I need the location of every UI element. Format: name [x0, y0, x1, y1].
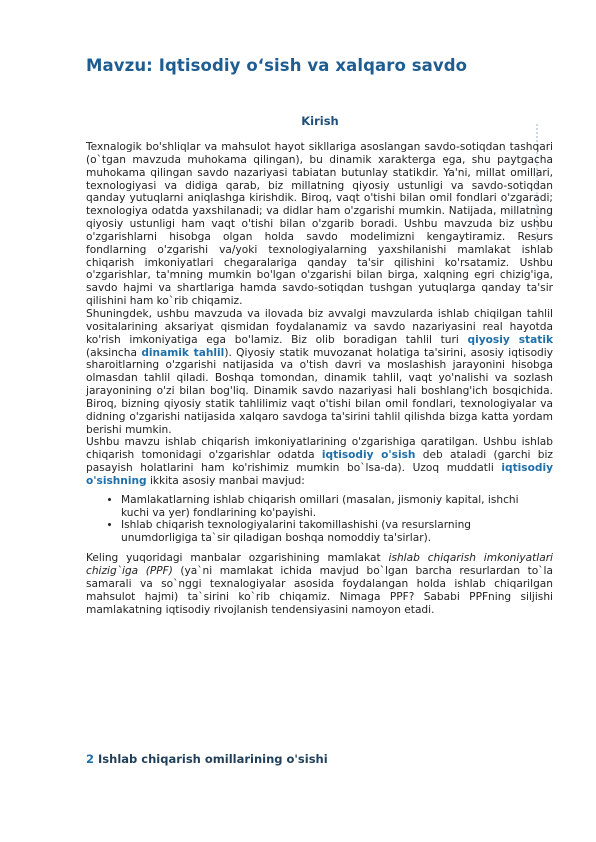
paragraph-4-text-b: (ya`ni mamlakat ichida mavjud bo`lgan barcha resurlardan to`la samarali va so`nggi texnalogiyalar asosida foydalangan holda ishlab chiqarilgan mahsulot hajmi) ta`sirini ko`rib chiqamiz. Nimaga PPF? Sababi PPFning siljishi mamlakatning iqtisodiy rivojlanish tendensiyasini namoyon etadi.: [86, 565, 553, 616]
keyword-iqtisodiy-osish: iqtisodiy o'sish: [321, 449, 416, 462]
paragraph-1: Texnalogik bo'shliqlar va mahsulot hayot sikllariga asoslangan savdo-sotiqdan tashqari (o`tgan mavzuda muhokama qilingan), bu dinamik xarakterga ega, shu paytgacha muhokama qilingan savdo nazariyasi tabiatan butunlay statikdir. Ya'ni, millat omillari, texnologiyasi va didiga qarab, biz millatning qiyosiy ustunligi va savdo-sotiqdan qanday yutuqlarni aniqlashga kirishdik. Biroq, vaqt o'tishi bilan omil fondlari o'zgaradi; texnologiya odatda yaxshilanadi; va didlar ham o'zgarishi mumkin. Natijada, millatning qiyosiy ustunligi ham vaqt o'tishi bilan o'zgarib boradi. Ushbu mavzuda biz ushbu o'zgarishlarni hisobga olgan holda savdo modelimizni kengaytiramiz. Resurs fondlarning o'zgarishi va/yoki texnologiyalarning yaxshilanishi mamlakat ishlab chiqarish imkoniyatlari chegaralariga qanday ta'sir qilishini ko'rsatamiz. Ushbu o'zgarishlar, ta'mning mumkin bo'lgan o'zgarishi bilan birga, xalqning egri chizig'iga, savdo hajmi va shartlariga hamda savdo-sotiqdan tushgan yutuqlarga qanday ta'sir qilishini ham ko`rib chiqamiz.: [86, 141, 553, 308]
paragraph-4-text-a: Keling yuqoridagi manbalar ozgarishining mamlakat: [86, 552, 389, 565]
list-item: • Ishlab chiqarish texnologiyalarini takomillashishi (va resurslarning unumdorligiga ta`sir qiladigan boshqa nomoddiy ta'sirlar).: [121, 519, 553, 545]
section-heading-2: [86, 752, 328, 766]
section-number: 2: [86, 752, 95, 766]
paragraph-3-text-a: Ushbu mavzu ishlab chiqarish imkoniyatlarining o'zgarishiga qaratilgan. Ushbu ishlab chiqarish tomonidagi o'zgarishlar odatda: [86, 436, 553, 462]
paragraph-3-text-b: deb ataladi (garchi biz pasayish holatlarini ham ko'rishimiz mumkin bo`lsa-da). Uzoq muddatli: [86, 449, 553, 475]
section-heading-intro: Kirish: [301, 114, 339, 128]
keyword-dinamik-tahlil: dinamik tahlil: [141, 346, 225, 359]
sources-list: [86, 494, 553, 545]
document-body: [86, 141, 553, 616]
section-title: Ishlab chiqarish omillarining o'sishi: [98, 752, 328, 766]
paragraph-4: [86, 552, 553, 616]
paragraph-4-emphasis: ishlab chiqarish imkoniyatlari chizig`iga (PPF): [86, 552, 553, 577]
keyword-qiyosiy-statik: qiyosiy statik: [467, 333, 553, 346]
paragraph-2-text-b: (aksincha: [86, 346, 142, 359]
paragraph-2: [86, 308, 553, 436]
paragraph-2-text-c: ). Qiyosiy statik muvozanat holatiga ta'sirini, asosiy iqtisodiy sharoitlarning o'zgarishi natijasida va o'tish davri va moslashish jarayonini hisobga olmasdan tahlil qiladi. Boshqa tomondan, dinamik tahlil, vaqt yo'nalishi va sozlash jarayonining o'zi bilan bog'liq. Dinamik savdo nazariyasi hali boshlang'ich bosqichida. Biroq, bizning qiyosiy statik tahlilimiz vaqt o'tishi bilan omil fondlari, texnologiyalar va didning o'zgarishi natijasida xalqaro savdoga ta'sirini tahlil qilishda bizga katta yordam berishi mumkin.: [86, 346, 553, 436]
paragraph-3-text-c: ikkita asosiy manbai mavjud:: [146, 474, 305, 487]
list-item: • Mamlakatlarning ishlab chiqarish omillari (masalan, jismoniy kapital, ishchi kuchi va yer) fondlarining ko'payishi.: [121, 494, 553, 520]
paragraph-3: [86, 436, 553, 487]
keyword-iqtisodiy-osishning: iqtisodiy o'sishning: [86, 462, 553, 487]
page-title: Mavzu: Iqtisodiy o‘sish va xalqaro savdo: [86, 56, 468, 75]
paragraph-2-text-a: Shuningdek, ushbu mavzuda va ilovada biz avvalgi mavzularda ishlab chiqilgan tahlil vositalarining aksariyat qismidan foydalanamiz va savdo nazariyasini real hayotda ko'rish imkoniyatiga ega bo'lamiz. Biz olib boradigan tahlil turi: [86, 307, 553, 346]
